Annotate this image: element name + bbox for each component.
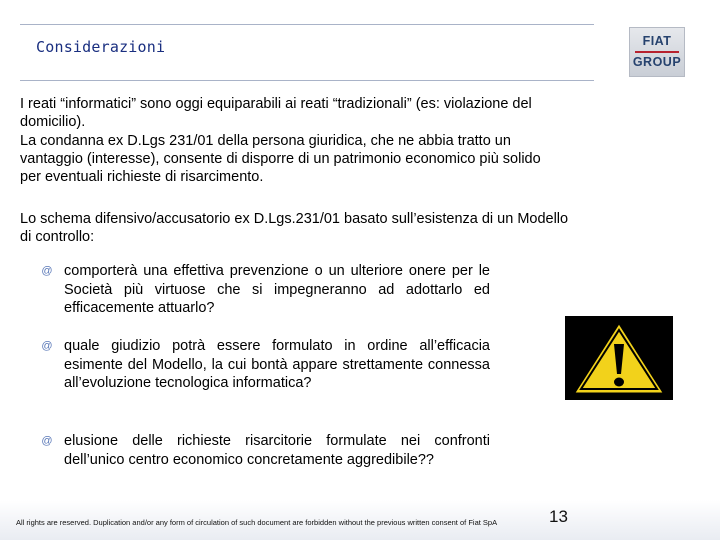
schema-line: di controllo: <box>20 229 95 246</box>
slide-title: Considerazioni <box>36 38 166 56</box>
warning-exclamation-icon <box>565 316 673 400</box>
header-bottom-rule <box>20 80 594 81</box>
header-top-rule <box>20 24 594 25</box>
intro-line: vantaggio (interesse), consente di disporre di un patrimonio economico più solido <box>20 150 541 167</box>
at-sign-bullet-icon: @ <box>41 265 53 277</box>
at-sign-bullet-icon: @ <box>41 340 53 352</box>
copyright-notice: All rights are reserved. Duplication and/or any form of circulation of such document are forbidden without the previous written consent of Fiat SpA <box>16 518 498 527</box>
bullet-item <box>40 337 490 393</box>
intro-line: I reati “informatici” sono oggi equiparabili ai reati “tradizionali” (es: violazione del <box>20 96 532 112</box>
logo-line-2: GROUP <box>632 55 682 69</box>
bullet-text: quale giudizio potrà essere formulato in ordine all’efficacia esimente del Modello, la cui bontà appare strettamente connessa all’evoluzione tecnologica informatica? <box>64 338 490 391</box>
logo-divider <box>635 51 679 53</box>
schema-paragraph <box>20 210 666 247</box>
intro-paragraph <box>20 95 666 186</box>
bullet-text: elusione delle richieste risarcitorie formulate nei confronti dell’unico centro economico concretamente aggredibile?? <box>64 433 490 468</box>
schema-line: Lo schema difensivo/accusatorio ex D.Lgs.231/01 basato sull’esistenza di un Modello <box>20 211 569 227</box>
logo-line-1: FIAT <box>642 34 672 48</box>
fiat-group-logo <box>629 27 685 77</box>
at-sign-bullet-icon: @ <box>41 435 53 447</box>
bullet-item <box>40 432 490 469</box>
page-number: 13 <box>549 507 568 526</box>
bullet-text: comporterà una effettiva prevenzione o un ulteriore onere per le Società più virtuose che si impegneranno ad adottarlo ed efficacemente attuarlo? <box>64 263 490 316</box>
bullet-item <box>40 262 490 318</box>
intro-line: per eventuali richieste di risarcimento. <box>20 169 264 186</box>
intro-line: La condanna ex D.Lgs 231/01 della persona giuridica, che ne abbia tratto un <box>20 132 511 149</box>
intro-line: domicilio). <box>20 114 86 131</box>
